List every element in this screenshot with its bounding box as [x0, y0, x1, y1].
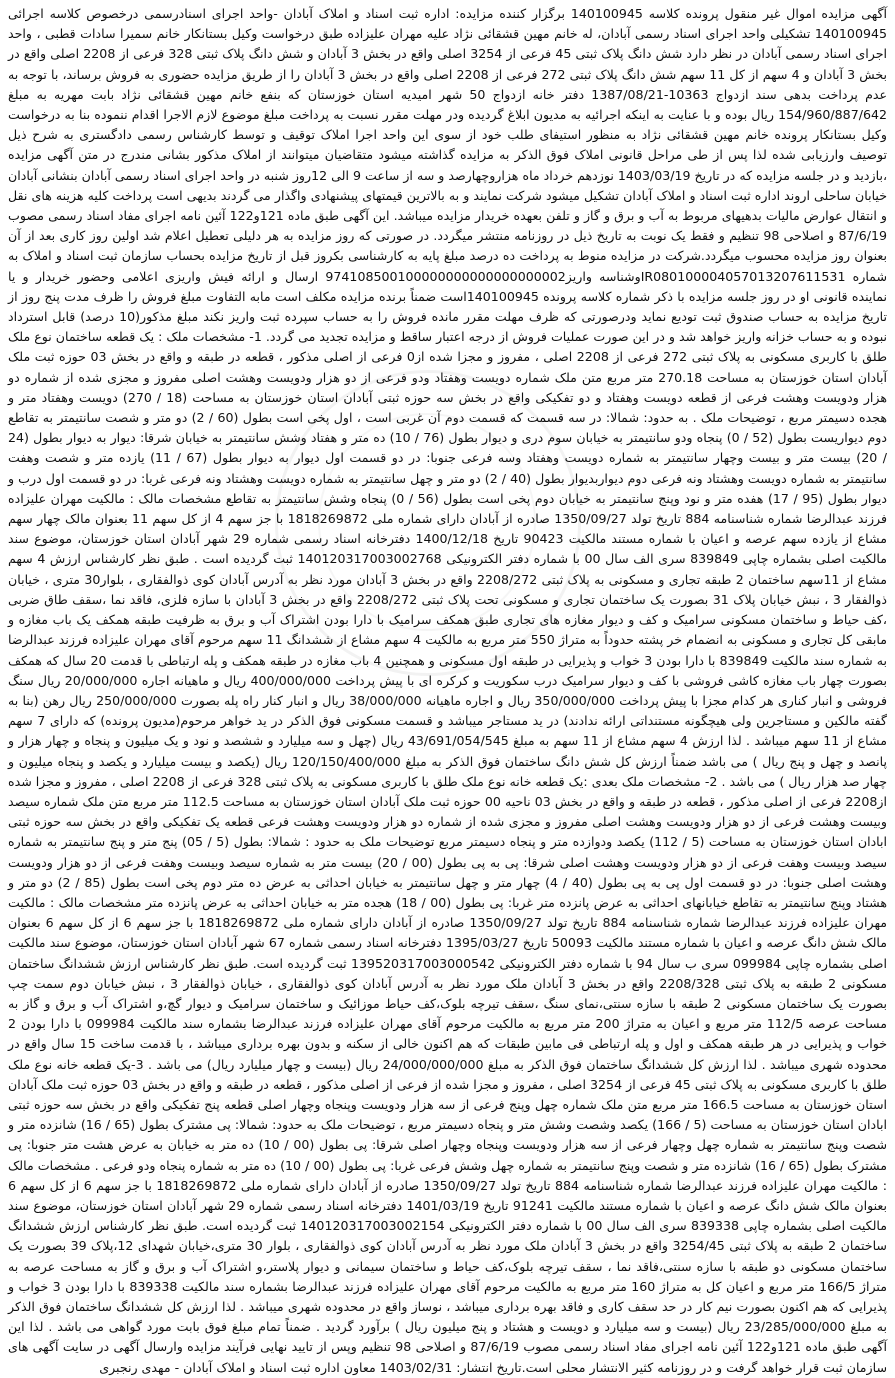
auction-notice-text: آگهی مزایده اموال غیر منقول پرونده کلاسه 140100945 برگزار کننده مزایده: اداره ثبت اسناد و املاک آبادان -واحد اجرای اسنادرسمی درخصوص کلاسه اجرائی 140100945 تشکیلی واحد اجرای اسناد رسمی آبادان، له خانم مهین قشقائی نژاد علیه مهران علیزاده طبق درخواست وکیل بستانکار خانم سمیرا سادات قطبی ، واحد اجرای اسناد رسمی آبادان در نظر دارد شش دانگ پلاک ثبتی 45 فرعی از 3254 اصلی واقع در بخش 3 آبادان و شش دانگ پلاک ثبتی 328 فرعی از 2208 اصلی واقع در بخش 3 آبادان و 4 سهم از کل 11 سهم شش دانگ پلاک ثبتی 272 فرعی از 2208 اصلی واقع در بخش 3 آبادان را از طریق مزایده حضوری به فروش برساند، با توجه به عدم پرداخت بدهی سند ازدواج 10363-1387/08/21 دفتر خانه ازدواج 50 شهر امیدیه استان خوزستان که بنفع خانم مهین قشقائی نژاد بابت مهریه به مبلغ 154/960/887/642 ریال بوده و با عنایت به اینکه اجرائیه به مدیون ابلاغ گردیده ودر مهلت مقرر نسبت به پرداخت مبلغ موضوع لازم الاجرا اقدام ننموده بنا به درخواست وکیل بستانکار پرونده خانم مهین قشقائی نژاد به منظور استیفای طلب خود از سوی این واحد اجرا املاک توقیف و توسط کارشناس رسمی دادگستری به شرح ذیل توصیف وارزیابی شده لذا پس از طی مراحل قانونی املاک فوق الذکر به مزایده گذاشته میشود متقاضیان میتوانند از املاک مذکور بشانی مندرج در متن آگهی مزایده ،بازدید و در جلسه مزایده که در تاریخ 1403/03/19 نوزدهم خرداد ماه هزاروچهارصد و سه از ساعت 9 الی 12روز شنبه در واحد اجرای اسناد رسمی آبادان بنشانی آبادان خیابان ساحلی اروند اداره ثبت اسناد و املاک آبادان تشکیل میشود شرکت نمایند و به بالاترین قیمتهای پیشنهادی واگذار می گردند بدیهی است پرداخت کلیه هزینه های نقل و انتقال عوارض مالیات بدهیهای مربوط به آب و برق و گاز و تلفن بعهده خریدار مزایده میباشد. این آگهی طبق ماده 121و122 آئین نامه اجرای مفاد اسناد رسمی مصوب 87/6/19 و اصلاحی 98 تنظیم و فقط یک نوبت به تاریخ ذیل در روزنامه منتشر میگردد. در صورتی که روز مزایده به هر دلیلی تعطیل اعلام شد اولین روز کاری بعد از آن بعنوان روز مزایده محسوب میگردد.شرکت در مزایده منوط به پرداخت ده درصد مبلغ پایه به کارشناسی بکروز قبل از تاریخ مزایده بحساب سازمان ثبت اسناد و املاک به شماره IR080100004057013207611531وشناسه واریز974108500100000000000000000002 ارسال و ارائه فیش واریزی اعلامی وحضور خریدار و یا نماینده قانونی او در روز جلسه مزایده با ذکر شماره کلاسه پرونده 140100945است ضمناً برنده مزایده مکلف است مابه التفاوت مبلغ فروش را ظرف مدت پنج روز از تاریخ مزایده به حساب صندوق ثبت تودیع نماید ودرصورتی که ظرف مهلت مقرر مانده فروش را به حساب سپرده ثبت واریز نکند مبلغ مذکور(10 درصد) قابل استرداد نبوده و به حساب خزانه واریز خواهد شد و در این صورت عملیات فروش از درجه اعتبار ساقط و مزایده تجدید می گردد. 1- مشخصات ملک : یک قطعه ساختمان نوع ملک طلق با کاربری مسکونی به پلاک ثبتی 272 فرعی از 2208 اصلی ، مفروز و مجزا شده از0 فرعی از اصلی مذکور ، قطعه در طبقه و واقع در بخش 03 حوزه ثبت ملک آبادان استان خوزستان به مساحت 270.18 متر مربع متن ملک شماره دویست وهفتاد ودو فرعی از دو هزار ودویست وهشت اصلی مفروز و مجزی شده از شماره دو هزار ودویست وهشت فرعی از قطعه دویست وهفتاد و دو تفکیکی واقع در بخش سه حوزه ثبتی آبادان استان خوزستان به مساحت (18 / 270) دویست وهفتاد متر و هجده دسیمتر مربع ، توضیحات ملک . به حدود: شمالا: در سه قسمت که قسمت دوم آن غربی است ، اول پخی است بطول (60 / 2) دو متر و شصت سانتیمتر به تقاطع دوم دیواریست بطول (52 / 0) پنجاه ودو سانتیمتر به خیابان سوم دری و دیوار بطول (76 / 10) ده متر و هفتاد وشش سانتیمتر به خیابان شرقا: دیوار به دیوار بطول (24 / 20) بیست متر و بیست وچهار سانتیمتر به شماره دویست وهفتاد وسه فرعی جنوبا: در دو قسمت اول دیوار به دیوار بطول (67 / 11) یازده متر و شصت وهفت سانتیمتر به شماره دویست وهشتاد ونه فرعی دوم دیواربدیوار بطول (40 / 2) دو متر و چهل سانتیمتر به شماره دویست وهشتاد ونه فرعی غربا: در دو قسمت اول درب و دیوار بطول (95 / 17) هفده متر و نود وپنج سانتیمتر به خیابان دوم پخی است بطول (56 / 0) پنجاه وشش سانتیمتر به تقاطع مشخصات مالک : مالکیت مهران علیزاده فرزند عبدالرضا شماره شناسنامه 884 تاریخ تولد 1350/09/27 صادره از آبادان دارای شماره ملی 1818269872 با جز سهم 4 از کل سهم 11 بعنوان مالک چهار سهم مشاع از یازده سهم عرصه و اعیان با شماره مستند مالکیت 90423 تاریخ 1400/12/18 دفترخانه اسناد رسمی شماره 29 شهر آبادان استان خوزستان، موضوع سند مالکیت اصلی بشماره چاپی 839849 سری الف سال 00 با شماره دفتر الکترونیکی 140120317003002768 ثبت گردیده است . طبق نظر کارشناس ارزش 4 سهم مشاع از 11سهم ساختمان 2 طبقه تجاری و مسکونی به پلاک ثبتی 2208/272 واقع در بخش 3 آبادان مورد نظر به آدرس آبادان کوی ذوالفقاری ، بلوار30 متری ، خیابان ذوالفقار 3 ، نبش خیابان پلاک 31 بصورت یک ساختمان تجاری و مسکونی تحت پلاک ثبتی 2208/272 واقع در بخش 3 آبادان با سازه فلزی، فاقد نما ،سقف طاق ضربی ،کف حیاط و ساختمان مسکونی سرامیک و کف و دیوار مغازه های تجاری طبق همکف سرامیک با دارا بودن اشتراک آب و برق به ظرفیت طبقه همکف یک باب مغازه و مابقی کل تجاری و مسکونی به انضمام خر پشته حدوداً به متراژ 550 متر مربع به مالکیت 4 سهم مشاع از ششدانگ 11 سهم مرحوم آقای مهران علیزاده فرزند عبدالرضا به شماره سند مالکیت 839849 با دارا بودن 3 خواب و پذیرایی در طبقه اول مسکونی و همچنین 4 باب مغازه در طبقه همکف و پله ارتباطی با قدمت 20 سال که همکف بصورت چهار باب مغازه کاشی فروشی با کف و دیوار سرامیک درب سکوریت و کرکره ای با پیش پرداخت 400/000/000 ریال و ماهیانه اجاره 20/000/000 ریال سنگ فروشی و انبار کناری هر کدام مجزا با پیش پرداخت 350/000/000 ریال و اجاره ماهیانه 38/000/000 ریال و انبار کنار راه پله بصورت 250/000/000 ریال رهن (بنا به گفته مالکین و مستاجرین ولی هیچگونه مستنداتی ارائه ندادند) در ید مستاجر میباشد و قسمت مسکونی فوق الذکر در ید خواهر مرحوم(مدیون پرونده) که دارای 7 سهم مشاع از 11 سهم میباشد . لذا ارزش 4 سهم مشاع از 11 سهم به مبلغ 43/691/054/545 ریال (چهل و سه میلیارد و ششصد و نود و یک میلیون و پنجاه و چهار هزار و پانصد و چهل و پنج ریال ) می باشد ضمناً ارزش کل شش دانگ ساختمان فوق الذکر به مبلغ 120/150/400/000 ریال (یکصد و بیست میلیارد و یکصد و پنجاه میلیون و چهار صد هزار ریال ) می باشد . 2- مشخصات ملک بعدی :یک قطعه خانه نوع ملک طلق با کاربری مسکونی به پلاک ثبتی 328 فرعی از 2208 اصلی ، مفروز و مجزا شده از2208 فرعی از اصلی مذکور ، قطعه در طبقه و واقع در بخش 03 ناحیه 00 حوزه ثبت ملک آبادان استان خوزستان به مساحت 112.5 متر مربع متن ملک شماره سیصد وبیست وهشت فرعی از دو هزار ودویست وهشت اصلی مفروز و مجزی شده از شماره دو هزار ودویست وهشت فرعی قطعه یک تفکیکی واقع در بخش سه حوزه ثبتی ابادان استان خوزستان به مساحت (5 / 112) یکصد ودوازده متر و پنجاه دسیمتر مربع توضیحات ملک به حدود : شمالا: بطول (5 / 05) پنج متر و پنج سانتیمتر به شماره سیصد وبیست وهفت فرعی از دو هزار ودویست وهشت اصلی شرقا: پی به پی بطول (00 / 20) بیست متر به شماره سیصد وبیست وهفت فرعی از دو هزار ودویست وهشت اصلی جنوبا: در دو قسمت اول پی به پی بطول (40 / 4) چهار متر و چهل سانتیمتر به خیابان احداثی به عرض ده متر دوم پخی است بطول (85 / 2) دو متر و هشتاد وپنج سانتیمتر به تقاطع خیابانهای احداثی به عرض پانزده متر غربا: پی بطول (00 / 18) هجده متر به خیابان احداثی به عرض پانزده متر مشخصات مالک : مالکیت مهران علیزاده فرزند عبدالرضا شماره شناسنامه 884 تاریخ تولد 1350/09/27 صادره از آبادان دارای شماره ملی 1818269872 با جز سهم 6 از کل سهم 6 بعنوان مالک شش دانگ عرصه و اعیان با شماره مستند مالکیت 50093 تاریخ 1395/03/27 دفترخانه اسناد رسمی شماره 67 شهر آبادان استان خوزستان، موضوع سند مالکیت اصلی بشماره چاپی 099984 سری ب سال 94 با شماره دفتر الکترونیکی 139520317003000542 ثبت گردیده است. طبق نظر کارشناس ارزش ششدانگ ساختمان مسکونی 2 طبقه به پلاک ثبتی 2208/328 واقع در بخش 3 آبادان ملک مورد نظر به آدرس آبادان کوی ذوالفقاری ، خیابان ذوالفقار 3 ، نبش خیابان دوم سمت چپ بصورت یک ساختمان مسکونی 2 طبقه با سازه سنتی،نمای سنگ ،سقف تیرچه بلوک،کف حیاط موزائیک و ساختمان سرامیک و دیوار گچ،و اشتراک آب و برق و گاز به مساحت عرصه 112/5 متر مربع و اعیان به متراژ 200 متر مربع به مالکیت مرحوم آقای مهران علیزاده فرزند عبدالرضا بشماره سند مالکیت 099984 با دارا بودن 2 خواب و پذیرایی در هر طبقه همکف و اول و پله ارتباطی فی مابین طبقات که هم اکنون خالی از سکنه و بدون بهره برداری میباشد ، با قدمت ساخت 15 سال واقع در محدوده شهری میباشد . لذا ارزش کل ششدانگ ساختمان فوق الذکر به مبلغ 24/000/000/000 ریال (بیست و چهار میلیارد ریال) می باشد . 3-یک قطعه خانه نوع ملک طلق با کاربری مسکونی به پلاک ثبتی 45 فرعی از 3254 اصلی ، مفروز و مجزا شده از فرعی از اصلی مذکور ، قطعه در طبقه و واقع در بخش 03 حوزه ثبت ملک آبادان استان خوزستان به مساحت 166.5 متر مربع متن ملک شماره چهل وپنج فرعی از سه هزار ودویست وپنجاه وچهار اصلی قطعه پنج تفکیکی واقع در بخش سه حوزه ثبتی ابادان استان خوزستان به مساحت (5 / 166) یکصد وشصت وشش متر و پنجاه دسیمتر مربع ، توضیحات ملک به حدود: شمالا: پی مشترک بطول (65 / 16) شانزده متر و شصت وپنج سانتیمتر به شماره چهل وچهار فرعی از سه هزار ودویست وپنجاه وچهار اصلی شرقا: پی بطول (00 / 10) ده متر به خیابان به عرض هشت متر جنوبا: پی مشترک بطول (65 / 16) شانزده متر و شصت وپنج سانتیمتر به شماره چهل وشش فرعی غربا: پی بطول (00 / 10) ده متر به شماره پنجاه ودو فرعی . مشخصات مالک : مالکیت مهران علیزاده فرزند عبدالرضا شماره شناسنامه 884 تاریخ تولد 1350/09/27 صادره از آبادان دارای شماره ملی 1818269872 با جز سهم 6 از کل سهم 6 بعنوان مالک شش دانگ عرصه و اعیان با شماره مستند مالکیت 91241 تاریخ 1401/03/19 دفترخانه اسناد رسمی شماره 29 شهر آبادان استان خوزستان، موضوع سند مالکیت اصلی بشماره چاپی 839338 سری الف سال 00 با شماره دفتر الکترونیکی 140120317003002154 ثبت گردیده است. طبق نظر کارشناس ارزش ششدانگ ساختمان 2 طبقه به پلاک ثبتی 3254/45 واقع در بخش 3 آبادان ملک مورد نظر به آدرس آبادان کوی ذوالفقاری ، بلوار 30 متری،خیابان شهدای 12،پلاک 39 بصورت یک ساختمان مسکونی دو طبقه با سازه سنتی،فاقد نما ، سقف تیرچه بلوک،کف حیاط و ساختمان سیمانی و دیوار پلاستر،و اشتراک آب و برق و گاز به مساحت عرصه به متراژ 166/5 متر مربع و اعیان کل به متراژ 160 متر مربع به مالکیت مرحوم آقای مهران علیزاده فرزند عبدالرضا بشماره سند مالکیت 839338 با دارا بودن 3 خواب و پذیرایی که هم اکنون بصورت نیم کار در حد سقف کاری و فاقد بهره برداری میباشد ، نوساز واقع در محدوده شهری میباشد . لذا ارزش کل ششدانگ ساختمان فوق الذکر به مبلغ 23/285/000/000 ریال (بیست و سه میلیارد و دویست و هشتاد و پنج میلیون ریال ) برآورد گردید . ضمناً تمام مبلغ فوق بابت مورد گواهی می باشد . لذا این آگهی طبق ماده 121و122 آئین نامه اجرای مفاد اسناد رسمی مصوب 87/6/19 و اصلاحی 98 تنظیم وپس از تایید نهایی فرآیند مزایده وارسال آگهی در سایت آگهی های سازمان ثبت قرار خواهد گرفت و در روزنامه کثیر الانتشار محلی است.تاریخ انتشار: 1403/02/31 معاون اداره ثبت اسناد و املاک آبادان - مهدی رنجبری — [8, 6, 888, 1375]
